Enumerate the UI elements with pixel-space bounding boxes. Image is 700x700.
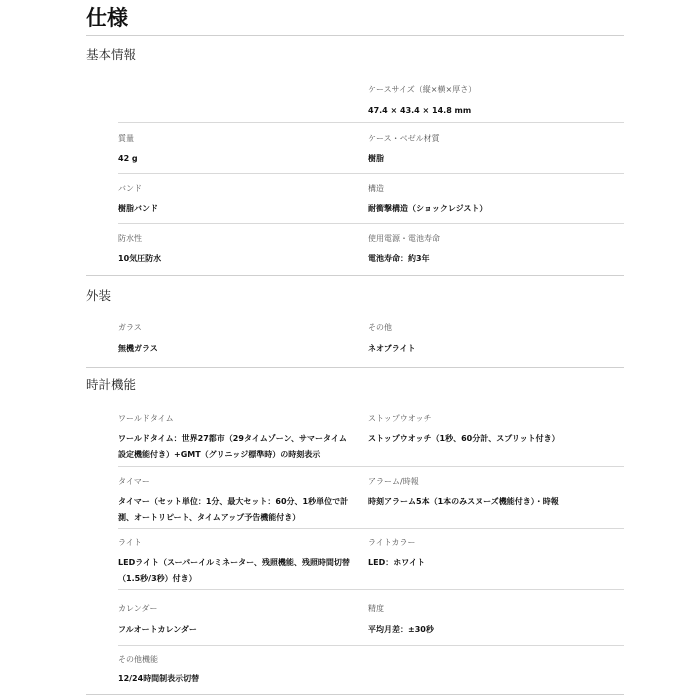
spec-item-world-time [118,413,368,463]
spec-item-band [118,183,358,217]
spec-label: バンド [118,184,142,193]
spec-value: 平均月差：±30秒 [368,625,434,634]
spec-value: ストップウオッチ（1秒、60分計、スプリット付き） [368,434,560,443]
section-divider [86,367,624,368]
section-divider [86,275,624,276]
spec-label: ケースサイズ（縦×横×厚さ） [368,85,477,94]
spec-item-exterior-other [368,322,624,357]
spec-label: その他機能 [118,655,158,664]
spec-item-power [368,233,624,267]
item-divider [118,122,368,123]
spec-item-calendar [118,603,358,638]
spec-label: ケース・ベゼル材質 [368,134,440,143]
item-divider [118,589,368,590]
item-divider [118,466,368,467]
spec-value: 42 g [118,154,138,163]
item-divider [118,173,368,174]
spec-value-line1: ワールドタイム：世界27都市（29タイムゾーン、サマータイム [118,434,347,443]
spec-label: 構造 [368,184,384,193]
spec-label: ガラス [118,323,142,332]
title-divider [86,35,624,36]
spec-value: 樹脂 [368,154,384,163]
bottom-divider [86,694,624,695]
spec-label: 防水性 [118,234,142,243]
spec-label: タイマー [118,477,150,486]
spec-value: ネオブライト [368,344,416,353]
spec-value: 12/24時間制表示切替 [118,674,200,683]
item-divider [118,645,368,646]
spec-item-water-resistance [118,233,358,267]
item-divider [118,528,368,529]
spec-item-glass [118,322,358,357]
spec-label: アラーム/時報 [368,477,419,486]
section-title-basic: 基本情報 [86,47,137,62]
spec-item-structure [368,183,624,217]
page-title: 仕様 [86,6,128,30]
spec-label: 使用電源・電池寿命 [368,234,440,243]
spec-value: LED：ホワイト [368,558,425,567]
spec-value-line1: LEDライト（スーパーイルミネーター、残照機能、残照時間切替 [118,558,350,567]
spec-label: ワールドタイム [118,414,174,423]
spec-item-accuracy [368,603,624,638]
spec-value: 電池寿命：約3年 [368,254,430,263]
spec-label: ライトカラー [368,538,416,547]
item-divider [368,466,624,467]
spec-label: 質量 [118,134,134,143]
item-divider [368,173,624,174]
spec-item-weight [118,133,358,167]
spec-value-line2: （1.5秒/3秒）付き） [118,574,197,583]
spec-value: 耐衝撃構造（ショックレジスト） [368,204,488,213]
section-title-watch-functions: 時計機能 [86,377,137,392]
spec-value-line2: 測、オートリピート、タイムアップ予告機能付き） [118,513,301,522]
spec-item-light-color [368,537,624,571]
spec-label: カレンダー [118,604,158,613]
spec-value: フルオートカレンダー [118,625,197,634]
spec-value: 無機ガラス [118,344,158,353]
spec-label: その他 [368,323,392,332]
spec-label: ライト [118,538,142,547]
section-title-exterior: 外装 [86,288,112,303]
spec-value-line1: タイマー（セット単位：1分、最大セット：60分、1秒単位で計 [118,497,349,506]
item-divider [368,223,624,224]
item-divider [368,645,624,646]
spec-value: 樹脂バンド [118,204,158,213]
spec-value: 10気圧防水 [118,254,162,263]
item-divider [368,122,624,123]
item-divider [118,223,368,224]
spec-item-other-functions [118,654,358,687]
item-divider [368,528,624,529]
spec-item-timer [118,476,368,526]
spec-item-material [368,133,624,167]
spec-value: 47.4 × 43.4 × 14.8 mm [368,106,472,115]
spec-label: ストップウオッチ [368,414,432,423]
spec-value: 時刻アラーム5本（1本のみスヌーズ機能付き）・時報 [368,497,559,506]
spec-item-case-size [368,84,624,119]
spec-item-alarm [368,476,624,510]
spec-item-stopwatch [368,413,624,447]
item-divider [368,589,624,590]
spec-item-light [118,537,368,587]
spec-value-line2: 設定機能付き）+GMT（グリニッジ標準時）の時刻表示 [118,450,321,459]
spec-label: 精度 [368,604,384,613]
